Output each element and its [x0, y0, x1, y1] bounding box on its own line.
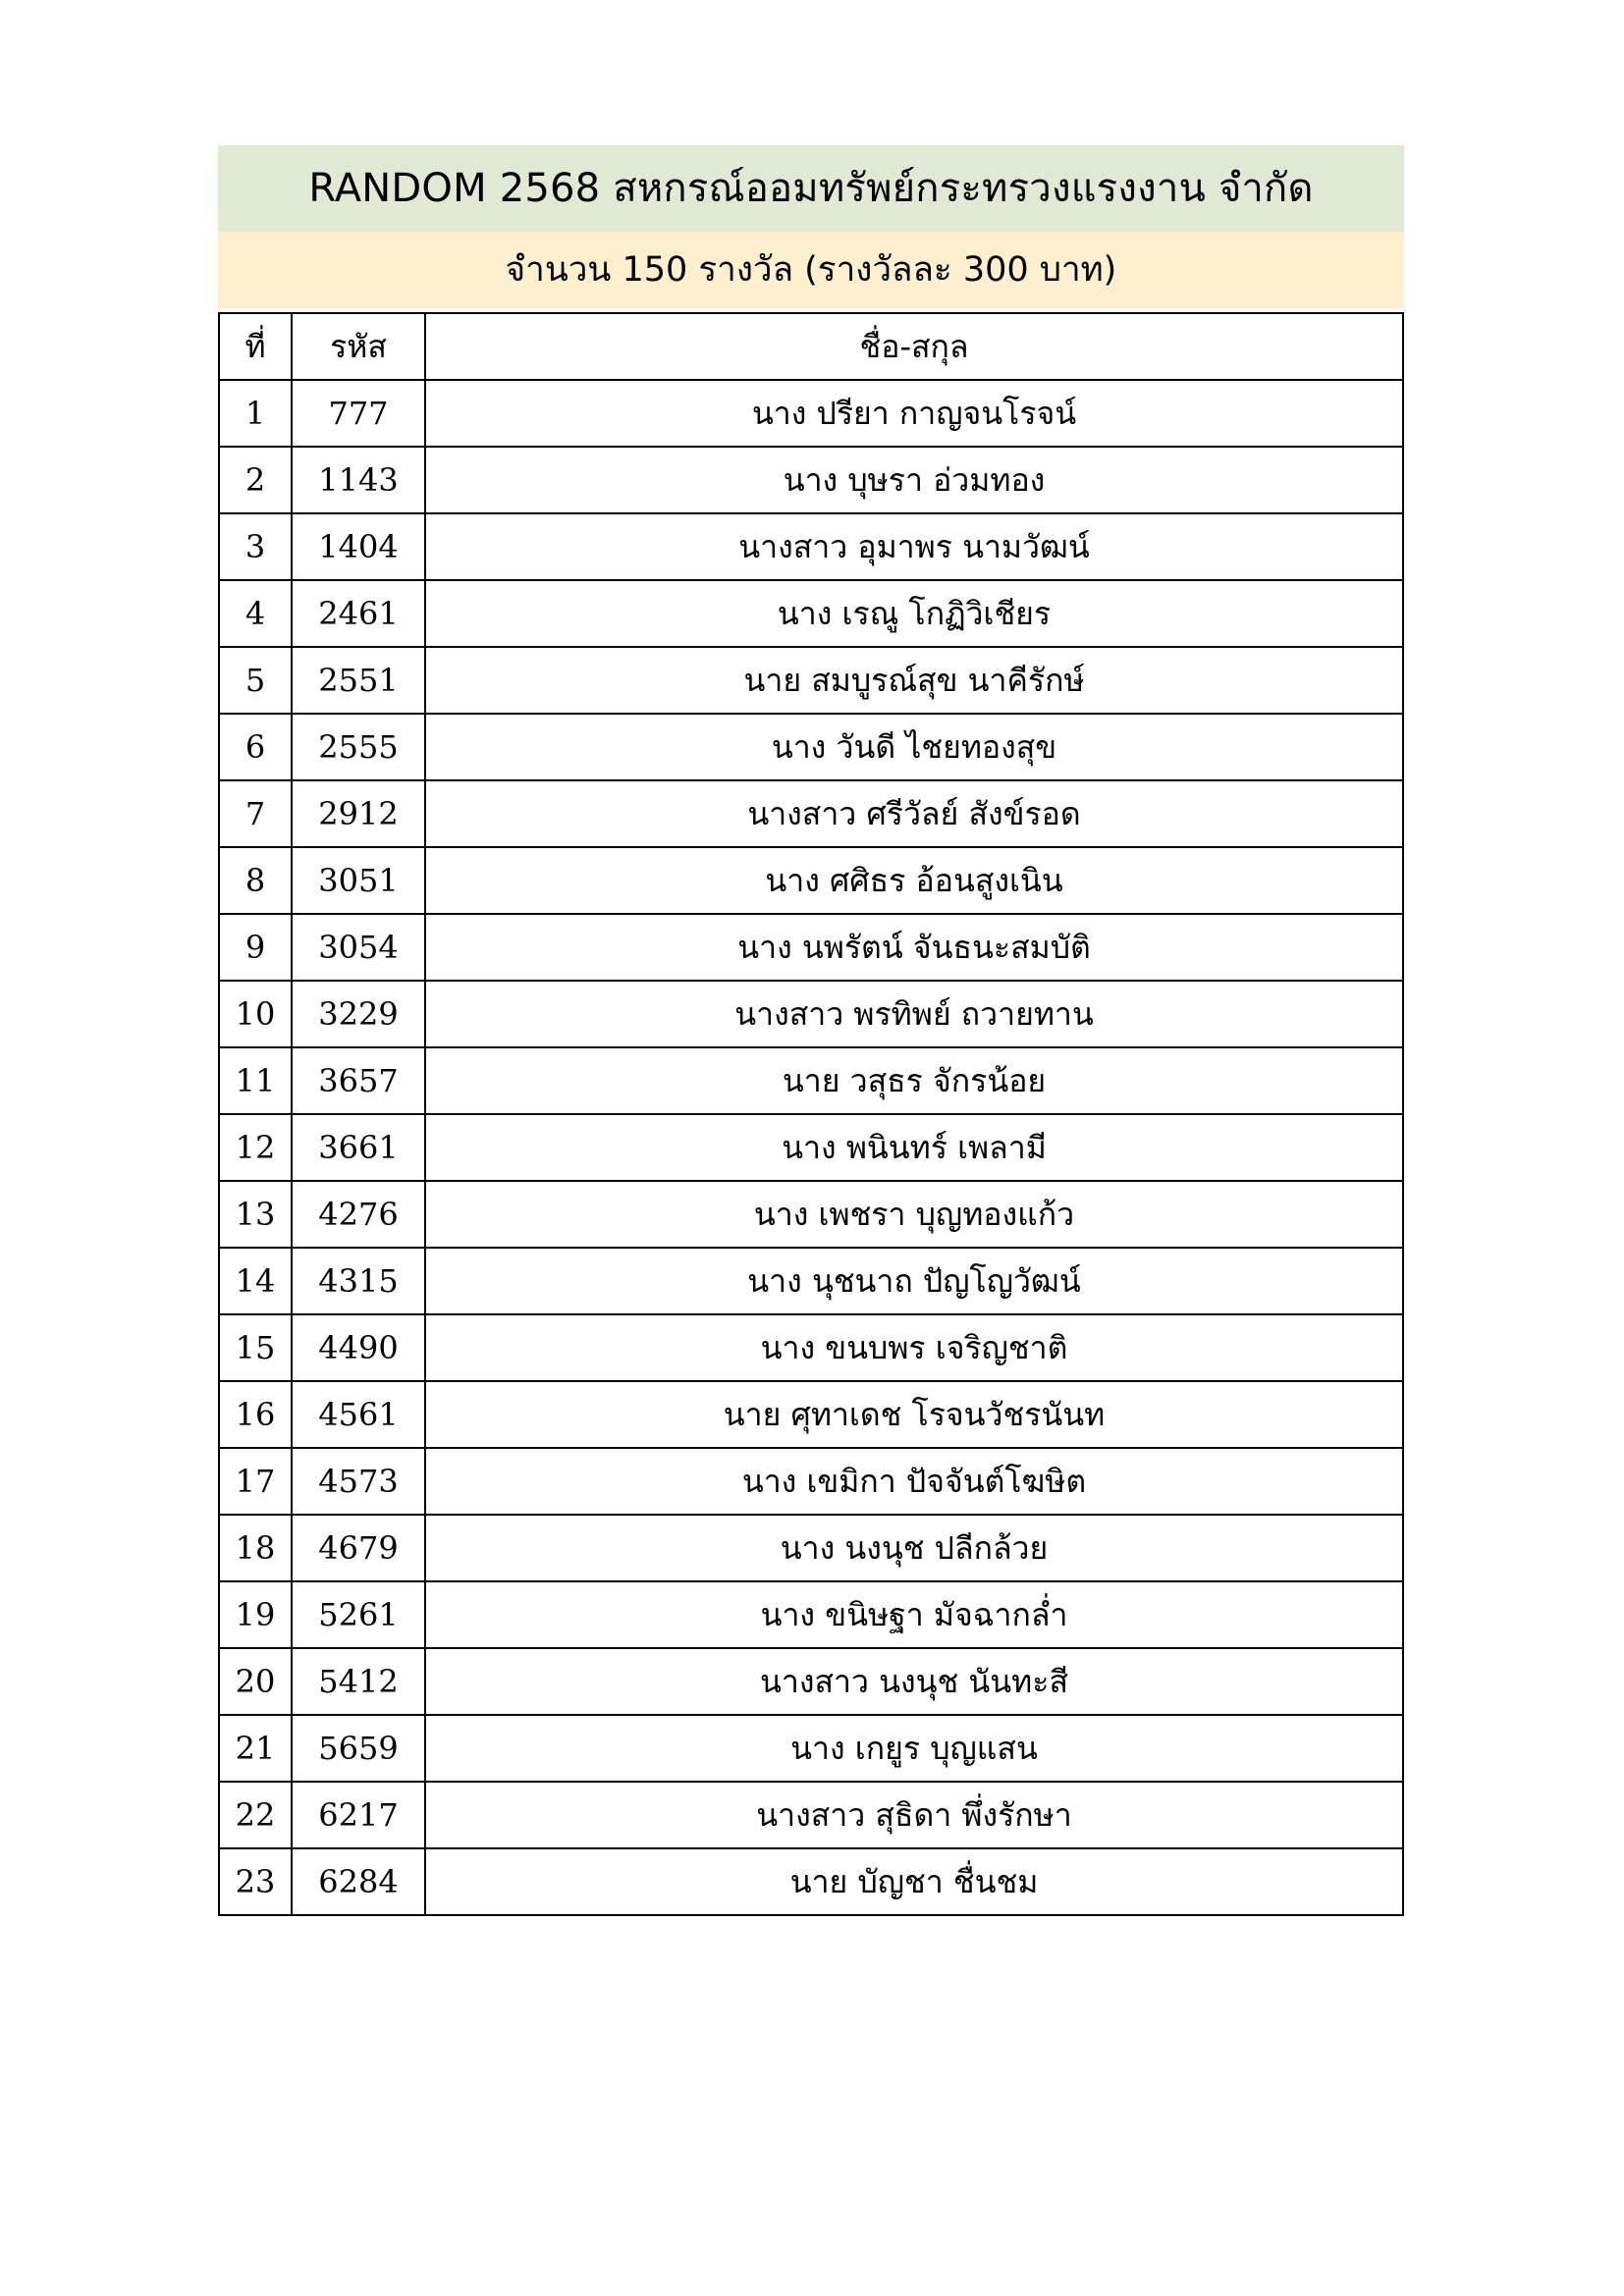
- cell-member-name: นาง ขนบพร เจริญชาติ: [425, 1314, 1403, 1381]
- table-row: [219, 847, 1403, 914]
- cell-member-code: 1143: [292, 447, 425, 513]
- cell-row-number: 2: [219, 447, 292, 513]
- cell-row-number: 11: [219, 1047, 292, 1114]
- table-row: [219, 1782, 1403, 1848]
- cell-row-number: 13: [219, 1181, 292, 1248]
- cell-member-code: 4561: [292, 1381, 425, 1448]
- cell-row-number: 19: [219, 1581, 292, 1648]
- table-row: [219, 647, 1403, 714]
- cell-row-number: 22: [219, 1782, 292, 1848]
- cell-member-name: นาง นพรัตน์ จันธนะสมบัติ: [425, 914, 1403, 981]
- cell-row-number: 15: [219, 1314, 292, 1381]
- cell-member-code: 1404: [292, 513, 425, 580]
- table-body: [219, 380, 1403, 1915]
- cell-member-name: นาง ปรียา กาญจนโรจน์: [425, 380, 1403, 447]
- cell-member-name: นางสาว พรทิพย์ ถวายทาน: [425, 981, 1403, 1047]
- cell-member-name: นาง วันดี ไชยทองสุข: [425, 714, 1403, 780]
- cell-row-number: 8: [219, 847, 292, 914]
- table-row: [219, 714, 1403, 780]
- cell-row-number: 9: [219, 914, 292, 981]
- table-row: [219, 513, 1403, 580]
- column-header-name: ชื่อ-สกุล: [425, 313, 1403, 380]
- table-row: [219, 1515, 1403, 1581]
- prize-list-sheet: [218, 145, 1404, 1916]
- table-row: [219, 447, 1403, 513]
- cell-member-name: นางสาว สุธิดา พึ่งรักษา: [425, 1782, 1403, 1848]
- cell-member-code: 2912: [292, 780, 425, 847]
- table-header: [219, 313, 1403, 380]
- cell-member-name: นาง เรณู โกฏิวิเชียร: [425, 580, 1403, 647]
- cell-row-number: 7: [219, 780, 292, 847]
- cell-member-code: 3229: [292, 981, 425, 1047]
- cell-member-name: นาง เขมิกา ปัจจันต์โฆษิต: [425, 1448, 1403, 1515]
- column-header-code: รหัส: [292, 313, 425, 380]
- document-subtitle-banner: จำนวน 150 รางวัล (รางวัลละ 300 บาท): [218, 232, 1404, 308]
- table-row: [219, 1715, 1403, 1782]
- cell-member-name: นาย ศุทาเดช โรจนวัชรนันท: [425, 1381, 1403, 1448]
- table-header-row: [219, 313, 1403, 380]
- cell-member-name: นางสาว นงนุช นันทะสี: [425, 1648, 1403, 1715]
- cell-member-name: นาง นุชนาถ ปัญโญวัฒน์: [425, 1248, 1403, 1314]
- cell-member-name: นาง นงนุช ปลีกล้วย: [425, 1515, 1403, 1581]
- table-row: [219, 380, 1403, 447]
- cell-member-name: นาง ขนิษฐา มัจฉากล่ำ: [425, 1581, 1403, 1648]
- table-row: [219, 780, 1403, 847]
- cell-member-code: 5412: [292, 1648, 425, 1715]
- cell-member-code: 4490: [292, 1314, 425, 1381]
- document-title-banner: RANDOM 2568 สหกรณ์ออมทรัพย์กระทรวงแรงงาน จำกัด: [218, 145, 1404, 232]
- cell-member-name: นาง พนินทร์ เพลามี: [425, 1114, 1403, 1181]
- table-row: [219, 1047, 1403, 1114]
- cell-member-code: 3051: [292, 847, 425, 914]
- cell-member-code: 4679: [292, 1515, 425, 1581]
- cell-member-code: 3657: [292, 1047, 425, 1114]
- table-row: [219, 1381, 1403, 1448]
- cell-row-number: 10: [219, 981, 292, 1047]
- cell-member-code: 4315: [292, 1248, 425, 1314]
- cell-row-number: 16: [219, 1381, 292, 1448]
- table-row: [219, 580, 1403, 647]
- cell-member-name: นาย สมบูรณ์สุข นาคีรักษ์: [425, 647, 1403, 714]
- cell-row-number: 23: [219, 1848, 292, 1915]
- prize-winners-table: [218, 312, 1404, 1916]
- cell-row-number: 18: [219, 1515, 292, 1581]
- cell-row-number: 3: [219, 513, 292, 580]
- table-row: [219, 1114, 1403, 1181]
- table-row: [219, 1448, 1403, 1515]
- cell-row-number: 1: [219, 380, 292, 447]
- cell-member-code: 777: [292, 380, 425, 447]
- cell-member-name: นาง บุษรา อ่วมทอง: [425, 447, 1403, 513]
- table-row: [219, 981, 1403, 1047]
- cell-row-number: 20: [219, 1648, 292, 1715]
- cell-row-number: 21: [219, 1715, 292, 1782]
- cell-member-name: นางสาว อุมาพร นามวัฒน์: [425, 513, 1403, 580]
- cell-row-number: 17: [219, 1448, 292, 1515]
- cell-row-number: 14: [219, 1248, 292, 1314]
- table-row: [219, 1648, 1403, 1715]
- table-row: [219, 914, 1403, 981]
- cell-member-code: 2461: [292, 580, 425, 647]
- cell-row-number: 5: [219, 647, 292, 714]
- cell-member-code: 4276: [292, 1181, 425, 1248]
- cell-member-code: 5261: [292, 1581, 425, 1648]
- cell-row-number: 6: [219, 714, 292, 780]
- cell-member-name: นาย วสุธร จักรน้อย: [425, 1047, 1403, 1114]
- cell-member-code: 2555: [292, 714, 425, 780]
- cell-member-code: 4573: [292, 1448, 425, 1515]
- table-row: [219, 1848, 1403, 1915]
- table-row: [219, 1581, 1403, 1648]
- cell-row-number: 12: [219, 1114, 292, 1181]
- cell-row-number: 4: [219, 580, 292, 647]
- column-header-no: ที่: [219, 313, 292, 380]
- cell-member-name: นาง ศศิธร อ้อนสูงเนิน: [425, 847, 1403, 914]
- table-row: [219, 1248, 1403, 1314]
- cell-member-name: นางสาว ศรีวัลย์ สังข์รอด: [425, 780, 1403, 847]
- cell-member-name: นาย บัญชา ชื่นชม: [425, 1848, 1403, 1915]
- cell-member-code: 3054: [292, 914, 425, 981]
- table-row: [219, 1314, 1403, 1381]
- cell-member-name: นาง เพชรา บุญทองแก้ว: [425, 1181, 1403, 1248]
- cell-member-code: 5659: [292, 1715, 425, 1782]
- table-row: [219, 1181, 1403, 1248]
- cell-member-code: 2551: [292, 647, 425, 714]
- cell-member-code: 6284: [292, 1848, 425, 1915]
- cell-member-code: 3661: [292, 1114, 425, 1181]
- cell-member-name: นาง เกยูร บุญแสน: [425, 1715, 1403, 1782]
- cell-member-code: 6217: [292, 1782, 425, 1848]
